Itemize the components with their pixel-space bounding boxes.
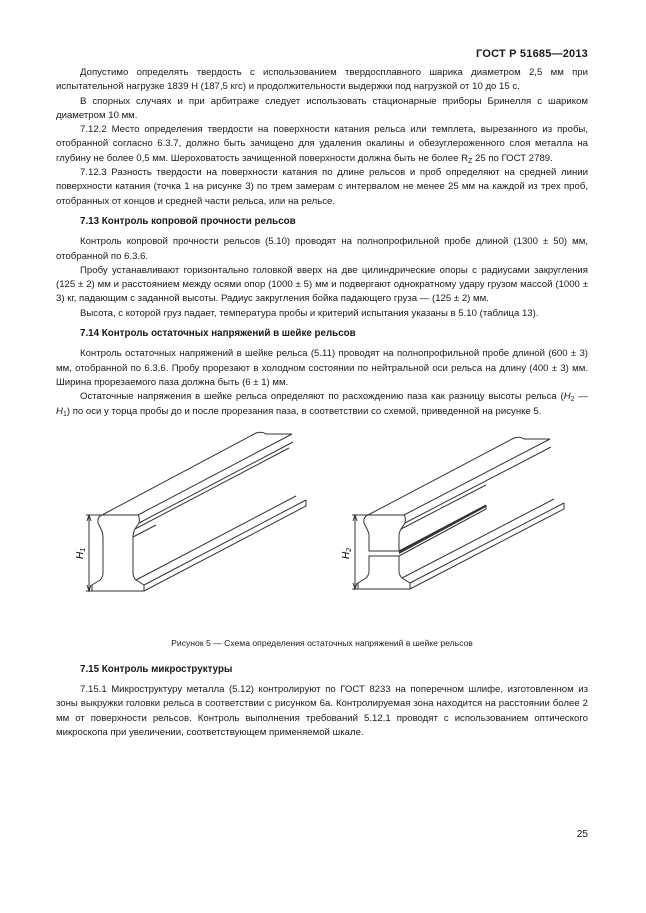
paragraph-7-12-3: 7.12.3 Разность твердости на поверхности катания по длине рельсов и проб определяют на средней линии поверхности катания (точка 1 на рисунке 3) по трем замерам с интервалом не менее 25 мм на каждой из трех проб, отобранных от концов и средней части рельса, или на рельсе. [56, 167, 588, 207]
standard-header: ГОСТ Р 51685—2013 [476, 48, 588, 60]
page-content [56, 66, 588, 740]
paragraph-drop-height: Высота, с которой груз падает, температура пробы и критерий испытания указаны в 5.10 (таблица 13). [80, 307, 539, 319]
paragraph-supports: Пробу устанавливают горизонтально головкой вверх на две цилиндрические опоры с радиусами закругления (125 ± 2) мм и расстоянием между осями опор (1000 ± 5) мм и подвергают однократному удару грузом массой (1000 ± 3) кг, падающим с заданной высоты. Радиус закругления бойка падающего груза — (125 ± 2) мм. [56, 264, 588, 305]
label-h1: $H_1$ [75, 547, 87, 559]
slot-shading [399, 505, 486, 554]
paragraph-residual-stress: Контроль остаточных напряжений в шейке рельса (5.11) проводят на полнопрофильной пробе длиной (600 ± 3) мм, отобранной по 6.3.6. Пробу прорезают в холодном состоянии по нейтральной оси рельса на длину (400 ± 3) мм. Ширина прорезаемого паза должна быть (6 ± 1) мм. [56, 348, 588, 388]
page-number: 25 [576, 829, 588, 840]
paragraph-arbitration: В спорных случаях и при арбитраже следует использовать стационарные приборы Бринелля с шариком диаметром 10 мм. [56, 95, 588, 121]
paragraph-slot-divergence: Остаточные напряжения в шейке рельса определяют по расхождению паза как разницу высоты рельса ($H_2$ — $H_1$) по оси у торца пробы до и после прорезания паза, в соответствии со схемой, приведенной на рисунке 5. [56, 391, 588, 418]
paragraph-7-12-2: 7.12.2 Место определения твердости на поверхности катания рельса или темплета, вырезанного из пробы, отобранной согласно 6.3.7, должно быть зачищено для удаления окалины и обезуглероженного слоя металла на глубину не более 0,5 мм. Шероховатость зачищенной поверхности должна быть не более $R_Z$ 25 по ГОСТ 2789. [56, 124, 588, 165]
section-heading-7-14: 7.14 Контроль остаточных напряжений в шейке рельсов [80, 328, 356, 340]
section-heading-7-13: 7.13 Контроль копровой прочности рельсов [80, 215, 296, 227]
figure-caption: Рисунок 5 — Схема определения остаточных напряжений в шейке рельсов [171, 637, 473, 648]
paragraph-ball-hardness: Допустимо определять твердость с использованием твердосплавного шарика диаметром 2,5 мм при испытательной нагрузке 1839 Н (187,5 кгс) и продолжительности выдержки под нагрузкой от 10 до 15 с. [56, 67, 588, 93]
paragraph-impact-test: Контроль копровой прочности рельсов (5.10) проводят на полнопрофильной пробе длиной (1300 ± 50) мм, отобранной по 6.3.6. [56, 236, 588, 262]
paragraph-microstructure: 7.15.1 Микроструктуру металла (5.12) контролируют по ГОСТ 8233 на поперечном шлифе, изготовленном из зоны выкружки головки рельса в соответствии с рисунком 6а. Контролируемая зона находится на расстоянии более 2 мм от поверхности рельсов. Контроль выполнения требований 5.12.1 проводят с использованием оптического микроскопа при увеличении, соответствующем применяемой шкале. [56, 684, 588, 739]
figure-5-rail-scheme [56, 425, 588, 635]
rail-before-cut [92, 432, 306, 591]
section-heading-7-15: 7.15 Контроль микроструктуры [80, 663, 233, 675]
rail-diagram [56, 425, 588, 625]
rail-after-cut [358, 437, 564, 589]
label-h2: $H_2$ [341, 547, 353, 559]
